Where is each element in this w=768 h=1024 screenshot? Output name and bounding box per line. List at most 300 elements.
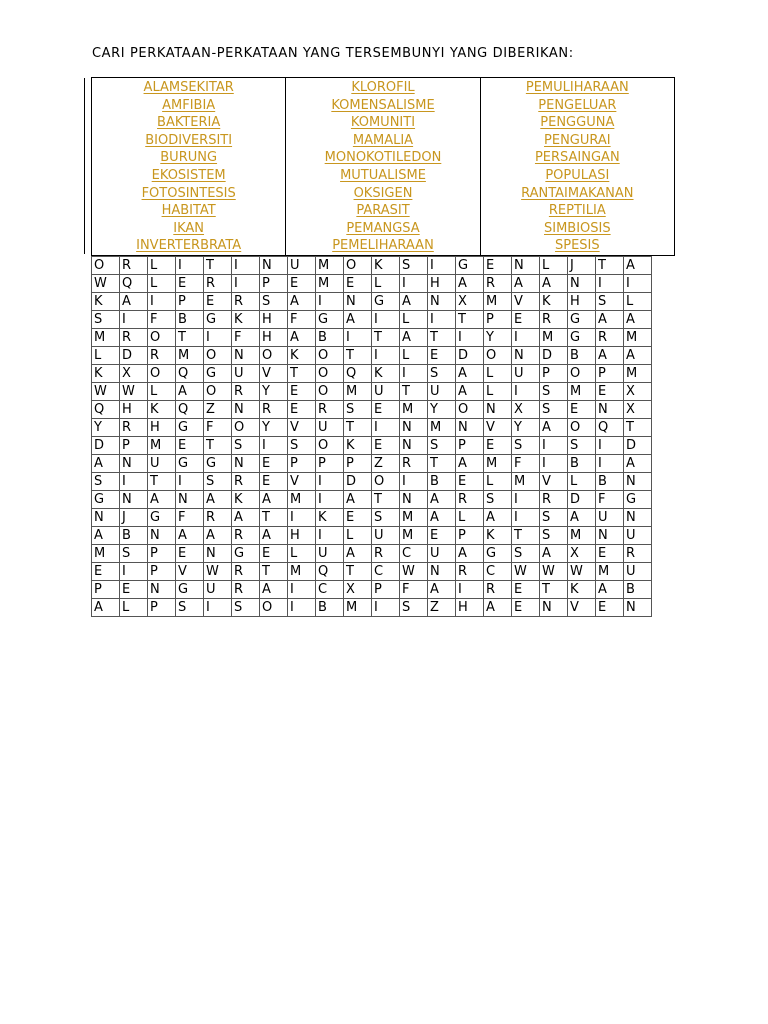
grid-cell[interactable]: R xyxy=(232,293,260,311)
grid-cell[interactable]: B xyxy=(428,473,456,491)
grid-cell[interactable]: A xyxy=(288,293,316,311)
grid-cell[interactable]: G xyxy=(372,293,400,311)
grid-cell[interactable]: U xyxy=(512,365,540,383)
grid-cell[interactable]: K xyxy=(316,509,344,527)
grid-cell[interactable]: A xyxy=(92,455,120,473)
grid-cell[interactable]: I xyxy=(120,473,148,491)
grid-cell[interactable]: U xyxy=(372,383,400,401)
grid-cell[interactable]: T xyxy=(372,491,400,509)
grid-cell[interactable]: A xyxy=(456,545,484,563)
grid-cell[interactable]: R xyxy=(372,545,400,563)
grid-cell[interactable]: B xyxy=(316,599,344,617)
grid-cell[interactable]: H xyxy=(260,329,288,347)
grid-cell[interactable]: A xyxy=(428,509,456,527)
grid-cell[interactable]: R xyxy=(316,401,344,419)
grid-cell[interactable]: O xyxy=(568,419,596,437)
grid-cell[interactable]: G xyxy=(232,545,260,563)
grid-cell[interactable]: R xyxy=(120,329,148,347)
grid-cell[interactable]: M xyxy=(512,473,540,491)
grid-cell[interactable]: P xyxy=(92,581,120,599)
grid-cell[interactable]: G xyxy=(176,419,204,437)
grid-cell[interactable]: L xyxy=(344,527,372,545)
grid-cell[interactable]: N xyxy=(148,527,176,545)
grid-cell[interactable]: I xyxy=(428,257,456,275)
grid-cell[interactable]: A xyxy=(260,491,288,509)
grid-cell[interactable]: N xyxy=(344,293,372,311)
grid-cell[interactable]: C xyxy=(372,563,400,581)
grid-cell[interactable]: T xyxy=(456,311,484,329)
grid-cell[interactable]: T xyxy=(204,257,232,275)
grid-cell[interactable]: H xyxy=(568,293,596,311)
grid-cell[interactable]: I xyxy=(120,563,148,581)
grid-cell[interactable]: I xyxy=(596,275,624,293)
grid-cell[interactable]: Q xyxy=(344,365,372,383)
grid-cell[interactable]: T xyxy=(148,473,176,491)
grid-cell[interactable]: I xyxy=(400,365,428,383)
grid-cell[interactable]: I xyxy=(120,311,148,329)
grid-cell[interactable]: M xyxy=(148,437,176,455)
grid-cell[interactable]: N xyxy=(512,347,540,365)
grid-cell[interactable]: L xyxy=(540,257,568,275)
grid-cell[interactable]: P xyxy=(596,365,624,383)
grid-cell[interactable]: A xyxy=(92,599,120,617)
grid-cell[interactable]: I xyxy=(372,347,400,365)
grid-cell[interactable]: B xyxy=(120,527,148,545)
grid-cell[interactable]: I xyxy=(204,599,232,617)
grid-cell[interactable]: E xyxy=(596,545,624,563)
grid-cell[interactable]: T xyxy=(428,329,456,347)
grid-cell[interactable]: U xyxy=(624,527,652,545)
grid-cell[interactable]: E xyxy=(512,311,540,329)
grid-cell[interactable]: L xyxy=(372,275,400,293)
grid-cell[interactable]: E xyxy=(428,527,456,545)
grid-cell[interactable]: O xyxy=(232,419,260,437)
grid-cell[interactable]: U xyxy=(596,509,624,527)
grid-cell[interactable]: N xyxy=(428,563,456,581)
grid-cell[interactable]: L xyxy=(624,293,652,311)
grid-cell[interactable]: O xyxy=(316,383,344,401)
grid-cell[interactable]: H xyxy=(260,311,288,329)
grid-cell[interactable]: U xyxy=(288,257,316,275)
grid-cell[interactable]: A xyxy=(596,581,624,599)
grid-cell[interactable]: P xyxy=(456,437,484,455)
grid-cell[interactable]: I xyxy=(400,473,428,491)
grid-cell[interactable]: R xyxy=(624,545,652,563)
grid-cell[interactable]: T xyxy=(260,509,288,527)
grid-cell[interactable]: K xyxy=(372,365,400,383)
grid-cell[interactable]: O xyxy=(568,365,596,383)
grid-cell[interactable]: M xyxy=(568,527,596,545)
grid-cell[interactable]: W xyxy=(568,563,596,581)
grid-cell[interactable]: R xyxy=(204,275,232,293)
grid-cell[interactable]: M xyxy=(288,563,316,581)
grid-cell[interactable]: Z xyxy=(372,455,400,473)
grid-cell[interactable]: R xyxy=(596,329,624,347)
grid-cell[interactable]: K xyxy=(148,401,176,419)
grid-cell[interactable]: S xyxy=(372,509,400,527)
grid-cell[interactable]: T xyxy=(428,455,456,473)
grid-cell[interactable]: Q xyxy=(176,401,204,419)
grid-cell[interactable]: L xyxy=(120,599,148,617)
grid-cell[interactable]: A xyxy=(624,347,652,365)
grid-cell[interactable]: J xyxy=(120,509,148,527)
grid-cell[interactable]: A xyxy=(148,491,176,509)
grid-cell[interactable]: I xyxy=(540,455,568,473)
grid-cell[interactable]: E xyxy=(204,293,232,311)
grid-cell[interactable]: U xyxy=(316,419,344,437)
grid-cell[interactable]: F xyxy=(512,455,540,473)
grid-cell[interactable]: U xyxy=(428,545,456,563)
grid-cell[interactable]: G xyxy=(204,455,232,473)
grid-cell[interactable]: S xyxy=(484,491,512,509)
grid-cell[interactable]: R xyxy=(232,581,260,599)
grid-cell[interactable]: T xyxy=(344,347,372,365)
grid-cell[interactable]: K xyxy=(232,311,260,329)
grid-cell[interactable]: Q xyxy=(92,401,120,419)
grid-cell[interactable]: A xyxy=(204,491,232,509)
grid-cell[interactable]: K xyxy=(232,491,260,509)
grid-cell[interactable]: T xyxy=(288,365,316,383)
grid-cell[interactable]: R xyxy=(232,473,260,491)
grid-cell[interactable]: D xyxy=(540,347,568,365)
grid-cell[interactable]: M xyxy=(176,347,204,365)
grid-cell[interactable]: S xyxy=(400,599,428,617)
grid-cell[interactable]: M xyxy=(92,545,120,563)
grid-cell[interactable]: Q xyxy=(176,365,204,383)
grid-cell[interactable]: T xyxy=(512,527,540,545)
grid-cell[interactable]: T xyxy=(204,437,232,455)
grid-cell[interactable]: E xyxy=(288,383,316,401)
grid-cell[interactable]: S xyxy=(120,545,148,563)
grid-cell[interactable]: P xyxy=(288,455,316,473)
grid-cell[interactable]: M xyxy=(568,383,596,401)
grid-cell[interactable]: N xyxy=(540,599,568,617)
grid-cell[interactable]: Y xyxy=(512,419,540,437)
grid-cell[interactable]: I xyxy=(624,275,652,293)
grid-cell[interactable]: G xyxy=(624,491,652,509)
grid-cell[interactable]: N xyxy=(204,545,232,563)
grid-cell[interactable]: R xyxy=(540,491,568,509)
grid-cell[interactable]: V xyxy=(288,419,316,437)
grid-cell[interactable]: R xyxy=(484,275,512,293)
grid-cell[interactable]: I xyxy=(372,599,400,617)
grid-cell[interactable]: C xyxy=(400,545,428,563)
grid-cell[interactable]: W xyxy=(120,383,148,401)
grid-cell[interactable]: W xyxy=(512,563,540,581)
grid-cell[interactable]: E xyxy=(596,599,624,617)
grid-cell[interactable]: E xyxy=(260,455,288,473)
grid-cell[interactable]: I xyxy=(288,599,316,617)
grid-cell[interactable]: R xyxy=(456,491,484,509)
grid-cell[interactable]: N xyxy=(120,491,148,509)
grid-cell[interactable]: X xyxy=(512,401,540,419)
grid-cell[interactable]: K xyxy=(288,347,316,365)
grid-cell[interactable]: A xyxy=(456,365,484,383)
grid-cell[interactable]: S xyxy=(428,365,456,383)
grid-cell[interactable]: R xyxy=(120,419,148,437)
grid-cell[interactable]: E xyxy=(512,599,540,617)
grid-cell[interactable]: R xyxy=(232,527,260,545)
grid-cell[interactable]: G xyxy=(92,491,120,509)
grid-cell[interactable]: I xyxy=(204,329,232,347)
grid-cell[interactable]: I xyxy=(596,455,624,473)
grid-cell[interactable]: E xyxy=(568,401,596,419)
grid-cell[interactable]: D xyxy=(92,437,120,455)
grid-cell[interactable]: N xyxy=(148,581,176,599)
grid-cell[interactable]: S xyxy=(540,509,568,527)
grid-cell[interactable]: M xyxy=(400,527,428,545)
grid-cell[interactable]: K xyxy=(92,293,120,311)
grid-cell[interactable]: F xyxy=(288,311,316,329)
grid-cell[interactable]: L xyxy=(400,347,428,365)
grid-cell[interactable]: E xyxy=(176,545,204,563)
grid-cell[interactable]: A xyxy=(400,329,428,347)
grid-cell[interactable]: A xyxy=(512,275,540,293)
grid-cell[interactable]: M xyxy=(540,329,568,347)
grid-cell[interactable]: N xyxy=(260,257,288,275)
grid-cell[interactable]: T xyxy=(260,563,288,581)
grid-cell[interactable]: A xyxy=(92,527,120,545)
grid-cell[interactable]: O xyxy=(316,365,344,383)
grid-cell[interactable]: U xyxy=(372,527,400,545)
grid-cell[interactable]: R xyxy=(232,383,260,401)
grid-cell[interactable]: J xyxy=(568,257,596,275)
grid-cell[interactable]: P xyxy=(316,455,344,473)
grid-cell[interactable]: P xyxy=(260,275,288,293)
grid-cell[interactable]: S xyxy=(400,257,428,275)
grid-cell[interactable]: S xyxy=(176,599,204,617)
grid-cell[interactable]: A xyxy=(456,455,484,473)
grid-cell[interactable]: I xyxy=(512,509,540,527)
grid-cell[interactable]: A xyxy=(456,383,484,401)
grid-cell[interactable]: D xyxy=(568,491,596,509)
grid-cell[interactable]: G xyxy=(204,365,232,383)
grid-cell[interactable]: Z xyxy=(204,401,232,419)
grid-cell[interactable]: T xyxy=(624,419,652,437)
grid-cell[interactable]: Y xyxy=(260,419,288,437)
grid-cell[interactable]: A xyxy=(260,527,288,545)
grid-cell[interactable]: O xyxy=(344,257,372,275)
grid-cell[interactable]: I xyxy=(512,491,540,509)
grid-cell[interactable]: I xyxy=(148,293,176,311)
grid-cell[interactable]: F xyxy=(596,491,624,509)
grid-cell[interactable]: Q xyxy=(316,563,344,581)
grid-cell[interactable]: T xyxy=(344,563,372,581)
grid-cell[interactable]: E xyxy=(484,257,512,275)
grid-cell[interactable]: P xyxy=(148,563,176,581)
grid-cell[interactable]: F xyxy=(232,329,260,347)
grid-cell[interactable]: N xyxy=(400,419,428,437)
grid-cell[interactable]: E xyxy=(344,509,372,527)
grid-cell[interactable]: A xyxy=(344,491,372,509)
grid-cell[interactable]: A xyxy=(232,509,260,527)
grid-cell[interactable]: W xyxy=(540,563,568,581)
grid-cell[interactable]: I xyxy=(400,275,428,293)
grid-cell[interactable]: Y xyxy=(92,419,120,437)
grid-cell[interactable]: A xyxy=(344,545,372,563)
grid-cell[interactable]: P xyxy=(176,293,204,311)
grid-cell[interactable]: A xyxy=(176,383,204,401)
grid-cell[interactable]: E xyxy=(176,275,204,293)
grid-cell[interactable]: G xyxy=(568,329,596,347)
grid-cell[interactable]: E xyxy=(484,437,512,455)
grid-cell[interactable]: S xyxy=(92,473,120,491)
grid-cell[interactable]: I xyxy=(372,311,400,329)
grid-cell[interactable]: N xyxy=(428,293,456,311)
grid-cell[interactable]: I xyxy=(344,329,372,347)
grid-cell[interactable]: N xyxy=(400,437,428,455)
grid-cell[interactable]: W xyxy=(92,383,120,401)
grid-cell[interactable]: A xyxy=(624,257,652,275)
grid-cell[interactable]: S xyxy=(232,437,260,455)
grid-cell[interactable]: E xyxy=(92,563,120,581)
grid-cell[interactable]: Y xyxy=(260,383,288,401)
grid-cell[interactable]: L xyxy=(400,311,428,329)
grid-cell[interactable]: M xyxy=(316,275,344,293)
grid-cell[interactable]: N xyxy=(624,599,652,617)
grid-cell[interactable]: S xyxy=(540,527,568,545)
grid-cell[interactable]: O xyxy=(148,365,176,383)
grid-cell[interactable]: G xyxy=(176,581,204,599)
grid-cell[interactable]: A xyxy=(624,311,652,329)
grid-cell[interactable]: A xyxy=(428,491,456,509)
grid-cell[interactable]: H xyxy=(148,419,176,437)
grid-cell[interactable]: S xyxy=(260,293,288,311)
grid-cell[interactable]: N xyxy=(596,401,624,419)
grid-cell[interactable]: O xyxy=(204,347,232,365)
grid-cell[interactable]: G xyxy=(148,509,176,527)
grid-cell[interactable]: A xyxy=(456,275,484,293)
grid-cell[interactable]: M xyxy=(624,365,652,383)
grid-cell[interactable]: I xyxy=(316,491,344,509)
grid-cell[interactable]: P xyxy=(120,437,148,455)
grid-cell[interactable]: O xyxy=(372,473,400,491)
grid-cell[interactable]: S xyxy=(540,401,568,419)
grid-cell[interactable]: N xyxy=(232,401,260,419)
grid-cell[interactable]: I xyxy=(288,581,316,599)
grid-cell[interactable]: M xyxy=(92,329,120,347)
grid-cell[interactable]: M xyxy=(484,455,512,473)
grid-cell[interactable]: O xyxy=(92,257,120,275)
grid-cell[interactable]: B xyxy=(596,473,624,491)
grid-cell[interactable]: E xyxy=(372,437,400,455)
grid-cell[interactable]: E xyxy=(260,473,288,491)
grid-cell[interactable]: S xyxy=(540,383,568,401)
grid-cell[interactable]: L xyxy=(568,473,596,491)
grid-cell[interactable]: A xyxy=(568,509,596,527)
grid-cell[interactable]: I xyxy=(176,257,204,275)
grid-cell[interactable]: A xyxy=(484,509,512,527)
grid-cell[interactable]: N xyxy=(176,491,204,509)
grid-cell[interactable]: R xyxy=(232,563,260,581)
grid-cell[interactable]: O xyxy=(316,437,344,455)
grid-cell[interactable]: D xyxy=(344,473,372,491)
grid-cell[interactable]: G xyxy=(176,455,204,473)
grid-cell[interactable]: I xyxy=(288,509,316,527)
grid-cell[interactable]: L xyxy=(148,275,176,293)
grid-cell[interactable]: L xyxy=(288,545,316,563)
grid-cell[interactable]: U xyxy=(148,455,176,473)
grid-cell[interactable]: Y xyxy=(428,401,456,419)
grid-cell[interactable]: V xyxy=(568,599,596,617)
grid-cell[interactable]: G xyxy=(316,311,344,329)
grid-cell[interactable]: T xyxy=(400,383,428,401)
grid-cell[interactable]: P xyxy=(372,581,400,599)
grid-cell[interactable]: I xyxy=(512,383,540,401)
grid-cell[interactable]: H xyxy=(428,275,456,293)
grid-cell[interactable]: X xyxy=(624,383,652,401)
grid-cell[interactable]: K xyxy=(540,293,568,311)
grid-cell[interactable]: N xyxy=(92,509,120,527)
grid-cell[interactable]: M xyxy=(596,563,624,581)
grid-cell[interactable]: P xyxy=(148,545,176,563)
grid-cell[interactable]: A xyxy=(400,293,428,311)
grid-cell[interactable]: F xyxy=(400,581,428,599)
grid-cell[interactable]: N xyxy=(232,347,260,365)
grid-cell[interactable]: A xyxy=(540,275,568,293)
grid-cell[interactable]: W xyxy=(92,275,120,293)
grid-cell[interactable]: I xyxy=(260,437,288,455)
grid-cell[interactable]: E xyxy=(596,383,624,401)
grid-cell[interactable]: B xyxy=(316,329,344,347)
grid-cell[interactable]: X xyxy=(344,581,372,599)
grid-cell[interactable]: L xyxy=(484,473,512,491)
grid-cell[interactable]: K xyxy=(568,581,596,599)
grid-cell[interactable]: M xyxy=(484,293,512,311)
grid-cell[interactable]: S xyxy=(92,311,120,329)
grid-cell[interactable]: I xyxy=(372,419,400,437)
grid-cell[interactable]: H xyxy=(456,599,484,617)
grid-cell[interactable]: M xyxy=(428,419,456,437)
grid-cell[interactable]: A xyxy=(288,329,316,347)
grid-cell[interactable]: B xyxy=(176,311,204,329)
grid-cell[interactable]: I xyxy=(232,257,260,275)
grid-cell[interactable]: K xyxy=(372,257,400,275)
grid-cell[interactable]: A xyxy=(596,347,624,365)
grid-cell[interactable]: G xyxy=(456,257,484,275)
grid-cell[interactable]: L xyxy=(484,383,512,401)
grid-cell[interactable]: N xyxy=(624,509,652,527)
grid-cell[interactable]: K xyxy=(92,365,120,383)
grid-cell[interactable]: X xyxy=(568,545,596,563)
grid-cell[interactable]: M xyxy=(344,383,372,401)
grid-cell[interactable]: M xyxy=(624,329,652,347)
grid-cell[interactable]: A xyxy=(260,581,288,599)
grid-cell[interactable]: I xyxy=(540,437,568,455)
grid-cell[interactable]: L xyxy=(456,509,484,527)
grid-cell[interactable]: I xyxy=(596,437,624,455)
grid-cell[interactable]: P xyxy=(540,365,568,383)
grid-cell[interactable]: P xyxy=(484,311,512,329)
grid-cell[interactable]: D xyxy=(120,347,148,365)
grid-cell[interactable]: S xyxy=(512,437,540,455)
grid-cell[interactable]: C xyxy=(484,563,512,581)
grid-cell[interactable]: O xyxy=(260,347,288,365)
grid-cell[interactable]: I xyxy=(316,527,344,545)
grid-cell[interactable]: N xyxy=(120,455,148,473)
grid-cell[interactable]: X xyxy=(624,401,652,419)
grid-cell[interactable]: Z xyxy=(428,599,456,617)
grid-cell[interactable]: N xyxy=(484,401,512,419)
grid-cell[interactable]: N xyxy=(400,491,428,509)
grid-cell[interactable]: A xyxy=(596,311,624,329)
grid-cell[interactable]: E xyxy=(456,473,484,491)
grid-cell[interactable]: O xyxy=(204,383,232,401)
grid-cell[interactable]: K xyxy=(484,527,512,545)
grid-cell[interactable]: P xyxy=(344,455,372,473)
grid-cell[interactable]: T xyxy=(176,329,204,347)
grid-cell[interactable]: N xyxy=(232,455,260,473)
